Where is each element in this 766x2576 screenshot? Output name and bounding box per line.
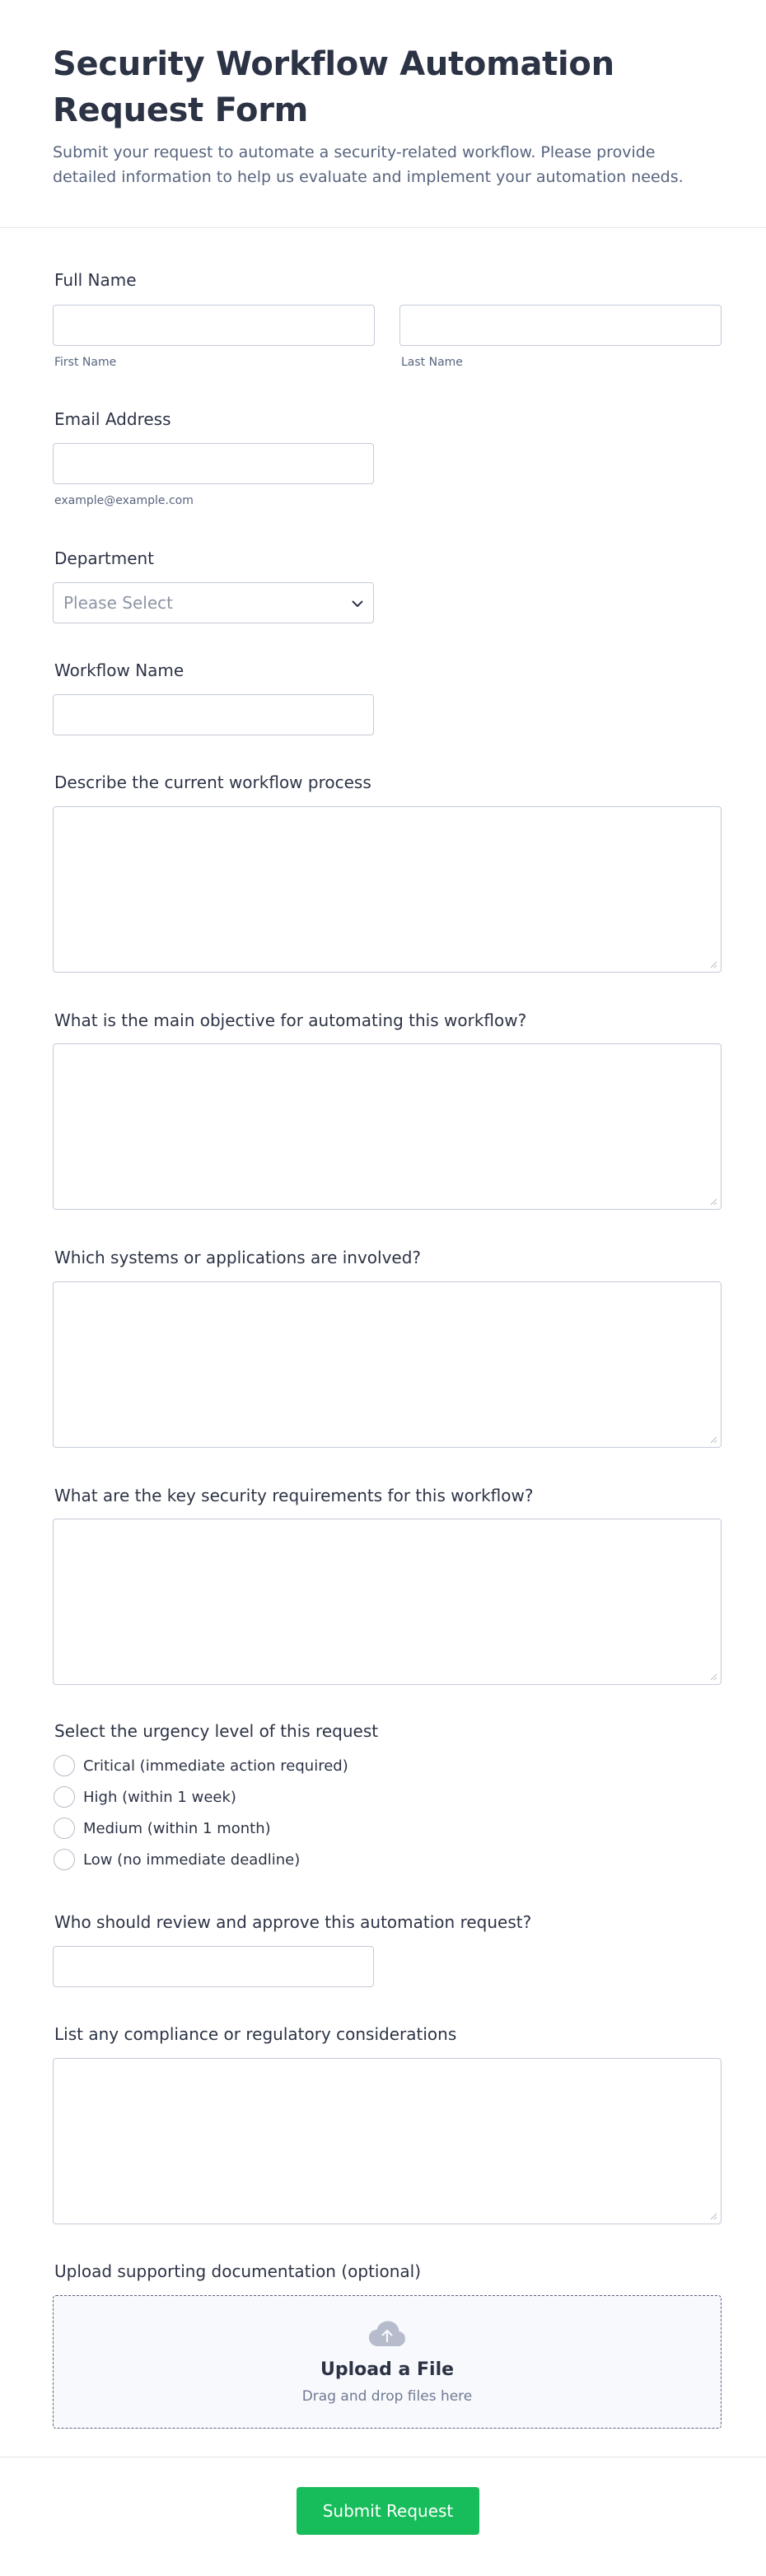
first-name-sublabel: First Name xyxy=(54,356,117,369)
upload-subtitle: Drag and drop files here xyxy=(301,2387,473,2405)
systems-textarea[interactable] xyxy=(53,1281,722,1448)
radio-label: Critical (immediate action required) xyxy=(83,1757,348,1775)
radio-button[interactable] xyxy=(54,1786,75,1808)
urgency-option-low[interactable] xyxy=(53,1844,348,1875)
main-objective-textarea[interactable] xyxy=(53,1043,722,1210)
email-label: Email Address xyxy=(54,409,171,429)
current-process-textarea[interactable] xyxy=(53,806,722,973)
upload-label: Upload supporting documentation (optional) xyxy=(54,2261,421,2281)
radio-button[interactable] xyxy=(54,1849,75,1870)
submit-button[interactable]: Submit Request xyxy=(297,2487,479,2535)
last-name-group xyxy=(399,305,722,369)
page-description: Submit your request to automate a security-related workflow. Please provide detailed information to help us evaluate and implement your automation needs. xyxy=(53,143,684,186)
security-requirements-field xyxy=(53,1484,533,1507)
current-process-field xyxy=(53,771,371,794)
urgency-option-critical[interactable] xyxy=(53,1750,348,1781)
urgency-option-medium[interactable] xyxy=(53,1813,348,1844)
radio-label: Medium (within 1 month) xyxy=(83,1819,271,1837)
last-name-input[interactable] xyxy=(399,305,722,346)
upload-field xyxy=(53,2260,421,2283)
resize-grip-icon[interactable] xyxy=(710,961,717,968)
last-name-sublabel: Last Name xyxy=(401,356,463,369)
resize-grip-icon[interactable] xyxy=(710,2213,717,2220)
urgency-field xyxy=(53,1720,378,1743)
upload-group xyxy=(53,2295,722,2429)
compliance-label: List any compliance or regulatory considerations xyxy=(54,2024,457,2044)
chevron-down-icon xyxy=(352,595,363,611)
email-input[interactable] xyxy=(53,443,374,484)
systems-label: Which systems or applications are involved? xyxy=(54,1248,422,1267)
security-requirements-textarea[interactable] xyxy=(53,1519,722,1685)
first-name-input[interactable] xyxy=(53,305,375,346)
file-dropzone[interactable] xyxy=(53,2295,722,2429)
radio-label: High (within 1 week) xyxy=(83,1788,236,1806)
main-objective-label: What is the main objective for automating this workflow? xyxy=(54,1010,527,1030)
compliance-field xyxy=(53,2023,456,2046)
workflow-name-group xyxy=(53,694,374,735)
department-select[interactable] xyxy=(53,582,374,623)
radio-label: Low (no immediate deadline) xyxy=(83,1850,301,1869)
compliance-textarea[interactable] xyxy=(53,2058,722,2224)
department-group xyxy=(53,582,374,623)
urgency-options xyxy=(53,1750,348,1875)
current-process-label: Describe the current workflow process xyxy=(54,772,371,792)
current-process-group xyxy=(53,806,722,973)
urgency-label: Select the urgency level of this request xyxy=(54,1721,379,1741)
full-name-label: Full Name xyxy=(54,270,137,290)
email-sublabel: example@example.com xyxy=(54,494,194,507)
radio-button[interactable] xyxy=(54,1755,75,1776)
resize-grip-icon[interactable] xyxy=(710,1673,717,1681)
workflow-name-input[interactable] xyxy=(53,694,374,735)
cloud-upload-icon xyxy=(367,2320,407,2351)
urgency-option-high[interactable] xyxy=(53,1781,348,1813)
workflow-name-label: Workflow Name xyxy=(54,660,184,680)
email-group xyxy=(53,443,374,507)
form-footer xyxy=(0,2457,766,2576)
compliance-group xyxy=(53,2058,722,2224)
email-field xyxy=(53,408,171,431)
radio-button[interactable] xyxy=(54,1818,75,1839)
reviewer-input[interactable] xyxy=(53,1946,374,1987)
department-placeholder: Please Select xyxy=(63,593,173,613)
systems-group xyxy=(53,1281,722,1448)
upload-title: Upload a File xyxy=(320,2359,455,2380)
department-label: Department xyxy=(54,548,155,568)
reviewer-label: Who should review and approve this automation request? xyxy=(54,1912,532,1932)
reviewer-group xyxy=(53,1946,374,1987)
department-field xyxy=(53,547,154,570)
resize-grip-icon[interactable] xyxy=(710,1436,717,1444)
resize-grip-icon[interactable] xyxy=(710,1198,717,1206)
reviewer-field xyxy=(53,1911,531,1934)
first-name-group xyxy=(53,305,375,369)
full-name-field xyxy=(53,268,137,292)
systems-field xyxy=(53,1246,421,1269)
security-requirements-label: What are the key security requirements for this workflow? xyxy=(54,1486,534,1505)
page-title: Security Workflow Automation Request Form xyxy=(53,45,614,129)
main-objective-field xyxy=(53,1009,526,1032)
workflow-name-field xyxy=(53,659,184,682)
security-requirements-group xyxy=(53,1519,722,1685)
main-objective-group xyxy=(53,1043,722,1210)
form-header xyxy=(0,0,766,228)
